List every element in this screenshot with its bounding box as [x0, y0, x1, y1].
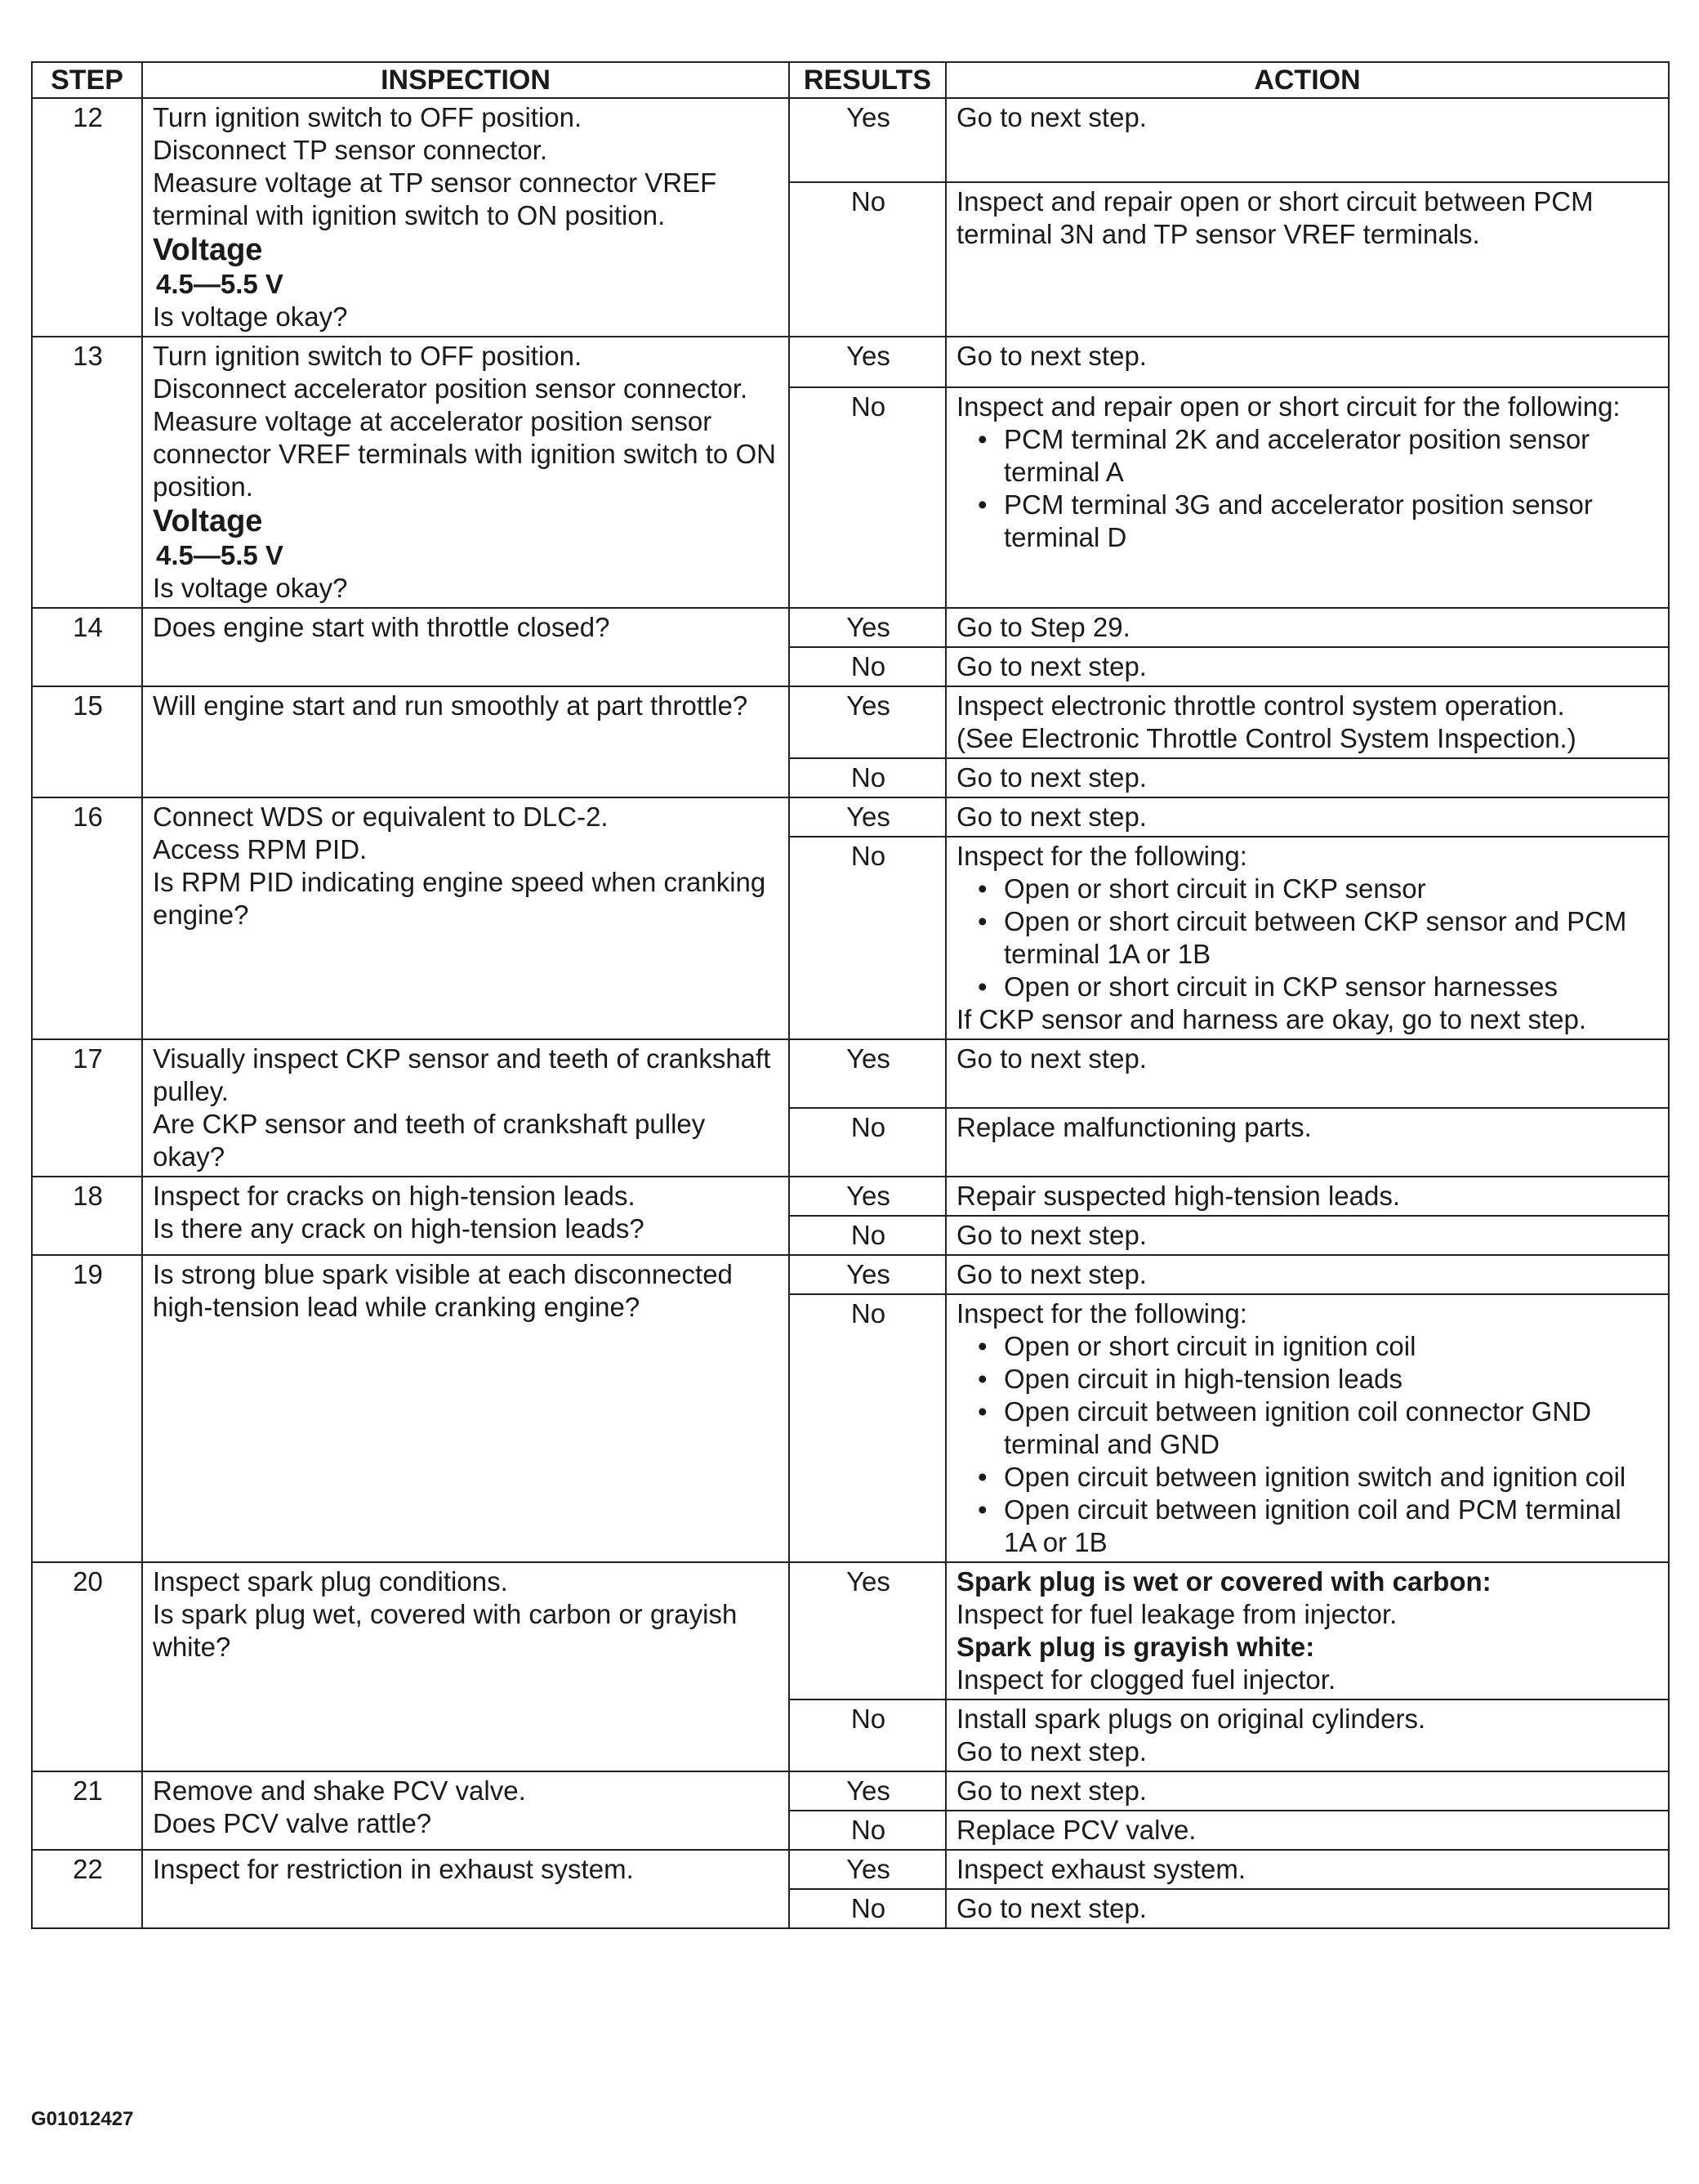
step-number: 18: [32, 1177, 142, 1255]
bullet-item: • Open circuit between ignition switch and ignition coil: [1004, 1461, 1660, 1494]
step-number: 19: [32, 1255, 142, 1562]
inspection-column-header: INSPECTION: [142, 62, 789, 98]
action-cell: [946, 608, 1669, 647]
action-cell: [946, 1889, 1669, 1928]
result-cell: Yes: [789, 1562, 946, 1699]
result-cell: No: [789, 1108, 946, 1177]
table-row: [32, 797, 1669, 837]
action-cell: [946, 1108, 1669, 1177]
bullet-item: • Open or short circuit in CKP sensor harnesses: [1004, 971, 1660, 1003]
text-line: Inspect for the following:: [957, 1298, 1247, 1329]
spec-value: 4.5—5.5 V: [156, 540, 283, 570]
table-row: [32, 686, 1669, 758]
action-cell: [946, 98, 1669, 182]
inspection-cell: [142, 686, 789, 797]
text-line: Go to next step.: [957, 762, 1147, 793]
action-cell: [946, 1255, 1669, 1294]
action-cell: [946, 1562, 1669, 1699]
text-line: Does engine start with throttle closed?: [153, 612, 610, 642]
action-cell: [946, 1294, 1669, 1562]
inspection-cell: [142, 1039, 789, 1177]
result-cell: Yes: [789, 337, 946, 387]
text-line: Inspect for clogged fuel injector.: [957, 1664, 1336, 1695]
inspection-cell: [142, 1177, 789, 1255]
inspection-cell: [142, 1771, 789, 1850]
text-line: Is spark plug wet, covered with carbon or grayish white?: [153, 1599, 745, 1662]
text-line: Measure voltage at accelerator position sensor connector VREF terminals with ignition switch to ON position.: [153, 406, 784, 502]
table-row: [32, 1039, 1669, 1108]
action-column-header: ACTION: [946, 62, 1669, 98]
text-line: Connect WDS or equivalent to DLC-2.: [153, 802, 609, 832]
result-cell: No: [789, 1216, 946, 1255]
action-cell: [946, 758, 1669, 797]
text-line: (See Electronic Throttle Control System Inspection.): [957, 723, 1576, 753]
text-line: Install spark plugs on original cylinders.: [957, 1704, 1426, 1734]
results-column-header: RESULTS: [789, 62, 946, 98]
bullet-item: • Open or short circuit between CKP sensor and PCM terminal 1A or 1B: [1004, 905, 1660, 971]
action-cell: [946, 647, 1669, 686]
text-line: Turn ignition switch to OFF position.: [153, 341, 582, 371]
text-line: Visually inspect CKP sensor and teeth of crankshaft pulley.: [153, 1043, 778, 1106]
text-line: Go to next step.: [957, 1775, 1147, 1806]
bullet-list: [957, 1330, 1660, 1559]
action-cell: [946, 797, 1669, 837]
step-number: 17: [32, 1039, 142, 1177]
result-cell: No: [789, 1889, 946, 1928]
step-number: 21: [32, 1771, 142, 1850]
table-row: [32, 1850, 1669, 1889]
text-line: Go to Step 29.: [957, 612, 1130, 642]
text-line: Will engine start and run smoothly at part throttle?: [153, 690, 748, 721]
bullet-item: • Open circuit between ignition coil and PCM terminal 1A or 1B: [1004, 1494, 1660, 1559]
result-cell: Yes: [789, 1255, 946, 1294]
text-line: Turn ignition switch to OFF position.: [153, 102, 582, 132]
text-line: Is strong blue spark visible at each disconnected high-tension lead while cranking engine?: [153, 1259, 741, 1322]
table-row: [32, 608, 1669, 647]
action-cell: [946, 1177, 1669, 1216]
result-cell: No: [789, 647, 946, 686]
table-row: [32, 1177, 1669, 1216]
text-line: Go to next step.: [957, 1043, 1147, 1074]
text-line: Go to next step.: [957, 1893, 1147, 1923]
text-line: Disconnect accelerator position sensor connector.: [153, 373, 748, 404]
text-line: Are CKP sensor and teeth of crankshaft pulley okay?: [153, 1109, 713, 1172]
table-row: [32, 98, 1669, 182]
figure-code: G01012427: [31, 2108, 134, 2130]
text-line: Inspect spark plug conditions.: [153, 1566, 508, 1597]
result-cell: No: [789, 758, 946, 797]
result-cell: Yes: [789, 686, 946, 758]
bullet-item: • Open or short circuit in ignition coil: [1004, 1330, 1660, 1363]
inspection-cell: [142, 1850, 789, 1928]
text-line: Go to next step.: [957, 651, 1147, 681]
spec-heading: Voltage: [153, 504, 263, 538]
text-line: Repair suspected high-tension leads.: [957, 1181, 1401, 1211]
text-line: Does PCV valve rattle?: [153, 1808, 432, 1838]
action-cell: [946, 182, 1669, 337]
text-line: Inspect for the following:: [957, 841, 1247, 871]
action-cell: [946, 686, 1669, 758]
step-number: 14: [32, 608, 142, 686]
action-cell: [946, 1216, 1669, 1255]
inspection-cell: [142, 608, 789, 686]
result-cell: Yes: [789, 1039, 946, 1108]
text-line: Remove and shake PCV valve.: [153, 1775, 526, 1806]
text-line: Is voltage okay?: [153, 573, 348, 603]
bullet-item: • PCM terminal 3G and accelerator position sensor terminal D: [1004, 489, 1660, 554]
text-line: If CKP sensor and harness are okay, go to next step.: [957, 1004, 1587, 1034]
text-line: Is RPM PID indicating engine speed when cranking engine?: [153, 867, 774, 930]
result-cell: No: [789, 837, 946, 1039]
result-cell: Yes: [789, 1771, 946, 1811]
text-line: Go to next step.: [957, 102, 1147, 132]
text-line: Go to next step.: [957, 341, 1147, 371]
action-cell: [946, 837, 1669, 1039]
text-line: Inspect for cracks on high-tension leads.: [153, 1181, 635, 1211]
step-number: 15: [32, 686, 142, 797]
step-number: 13: [32, 337, 142, 608]
step-number: 16: [32, 797, 142, 1039]
table-row: [32, 1771, 1669, 1811]
inspection-table: [31, 61, 1670, 1929]
bullet-list: [957, 423, 1660, 554]
step-column-header: STEP: [32, 62, 142, 98]
text-line: Go to next step.: [957, 1259, 1147, 1289]
condition-label: Spark plug is grayish white:: [957, 1632, 1315, 1662]
inspection-cell: [142, 797, 789, 1039]
result-cell: Yes: [789, 608, 946, 647]
step-number: 12: [32, 98, 142, 337]
result-cell: No: [789, 1699, 946, 1771]
inspection-cell: [142, 337, 789, 608]
text-line: Go to next step.: [957, 1220, 1147, 1250]
text-line: Inspect exhaust system.: [957, 1854, 1246, 1884]
text-line: Access RPM PID.: [153, 834, 368, 864]
text-line: Go to next step.: [957, 1736, 1147, 1766]
action-cell: [946, 1811, 1669, 1850]
bullet-item: • PCM terminal 2K and accelerator position sensor terminal A: [1004, 423, 1660, 489]
table-body: [32, 98, 1669, 1928]
text-line: Inspect electronic throttle control system operation.: [957, 690, 1565, 721]
spec-value: 4.5—5.5 V: [156, 269, 283, 299]
action-cell: [946, 1771, 1669, 1811]
text-line: Inspect and repair open or short circuit for the following:: [957, 391, 1621, 422]
text-line: Replace malfunctioning parts.: [957, 1112, 1312, 1142]
text-line: Go to next step.: [957, 802, 1147, 832]
result-cell: No: [789, 1811, 946, 1850]
text-line: Disconnect TP sensor connector.: [153, 135, 548, 165]
inspection-cell: [142, 1255, 789, 1562]
table-row: [32, 1562, 1669, 1699]
text-line: Is voltage okay?: [153, 301, 348, 332]
action-cell: [946, 337, 1669, 387]
result-cell: Yes: [789, 98, 946, 182]
text-line: Is there any crack on high-tension leads?: [153, 1213, 644, 1244]
spec-heading: Voltage: [153, 233, 263, 267]
header-row: [32, 62, 1669, 98]
table-row: [32, 337, 1669, 387]
text-line: Inspect and repair open or short circuit between PCM terminal 3N and TP sensor VREF terminals.: [957, 186, 1601, 250]
action-cell: [946, 387, 1669, 608]
table-row: [32, 1255, 1669, 1294]
result-cell: Yes: [789, 1177, 946, 1216]
result-cell: No: [789, 182, 946, 337]
result-cell: Yes: [789, 1850, 946, 1889]
bullet-item: • Open circuit between ignition coil connector GND terminal and GND: [1004, 1396, 1660, 1461]
inspection-cell: [142, 98, 789, 337]
inspection-cell: [142, 1562, 789, 1771]
bullet-item: • Open circuit in high-tension leads: [1004, 1363, 1660, 1396]
text-line: Replace PCV valve.: [957, 1815, 1197, 1845]
step-number: 20: [32, 1562, 142, 1771]
result-cell: Yes: [789, 797, 946, 837]
text-line: Inspect for fuel leakage from injector.: [957, 1599, 1398, 1629]
text-line: Inspect for restriction in exhaust system.: [153, 1854, 634, 1884]
result-cell: No: [789, 387, 946, 608]
step-number: 22: [32, 1850, 142, 1928]
bullet-item: • Open or short circuit in CKP sensor: [1004, 873, 1660, 905]
text-line: Measure voltage at TP sensor connector VREF terminal with ignition switch to ON position.: [153, 167, 725, 230]
result-cell: No: [789, 1294, 946, 1562]
condition-label: Spark plug is wet or covered with carbon:: [957, 1566, 1492, 1597]
bullet-list: [957, 873, 1660, 1003]
action-cell: [946, 1850, 1669, 1889]
action-cell: [946, 1699, 1669, 1771]
action-cell: [946, 1039, 1669, 1108]
